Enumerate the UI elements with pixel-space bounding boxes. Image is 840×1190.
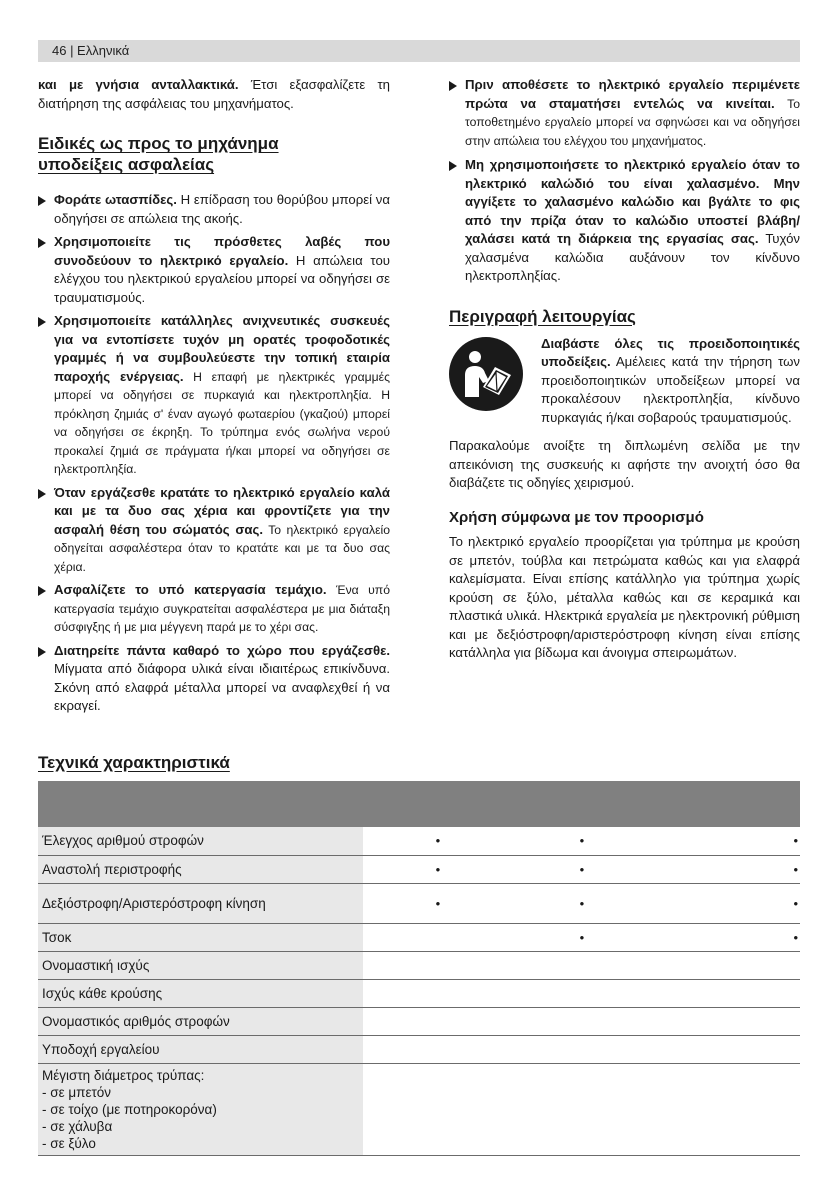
row-label-diameter: Μέγιστη διάμετρος τρύπας: - σε μπετόν - σε τοίχο (με ποτηροκορόνα) - σε χάλυβα - σε ξύλο [38,1063,363,1155]
table-row [38,827,800,855]
table-row [38,979,800,1007]
arrow-bullet-icon [449,161,457,171]
read-manual-icon [449,337,523,411]
intro-paragraph: και με γνήσια ανταλλακτικά. Έτσι εξασφαλίζετε τη διατήρηση της ασφάλειας του μηχανήματος. [38,77,390,111]
arrow-bullet-icon [38,489,46,499]
safety-item: Πριν αποθέσετε το ηλεκτρικό εργαλείο περιμένετε πρώτα να σταματήσει εντελώς να κινείται. Το τοποθετημένο εργαλείο μπορεί να σφηνώσει και να οδηγήσει στην απώλεια του ελέγχου του μηχανήματος. [449,76,800,150]
usage-text: Το ηλεκτρικό εργαλείο προορίζεται για τρύπημα με κρούση σε μπετόν, τούβλα και πετρώματα καθώς και για ελαφρά καλεμίσματα. Είναι επίσης κατάλληλο για τρύπημα χωρίς κρούση σε ξύλο, μέταλλα καθώς και σε κεραμικά και πλαστικά υλικά. Ηλεκτρικά εργαλεία με ηλεκτρονική ρύθμιση και με δεξιόστροφη/αριστερόστροφη κίνηση είναι επίσης κατάλληλα για βίδωμα και άνοιγμα σπειρωμάτων. [449,534,800,660]
usage-title: Χρήση σύμφωνα με τον προορισμό [449,508,704,526]
warning-text: Διαβάστε όλες τις προειδοποιητικές υποδείξεις. Αμέλειες κατά την τήρηση των προειδοποιητικών υποδείξεων μπορεί να προκαλέσουν ηλεκτροπληξία, κίνδυνο πυρκαγιάς ή/και σοβαρούς τραυματισμούς. [541,335,800,425]
page-header [38,40,800,62]
table-row [38,855,800,883]
table-row [38,951,800,979]
safety-item: Όταν εργάζεσθε κρατάτε το ηλεκτρικό εργαλείο καλά και με τα δυο σας χέρια και φροντίζετε για την ασφαλή θέση του σώματός σας. Το ηλεκτρικό εργαλείο οδηγείται ασφαλέστερα όταν το κρατάτε και με τα δυο σας χέρια. [38,484,390,577]
safety-section-title: Ειδικές ως προς το μηχάνημα υποδείξεις ασφαλείας [38,134,279,174]
feature-dot: • [654,923,800,951]
feature-dot: • [366,883,510,923]
row-label: Δεξιόστροφη/Αριστερόστροφη κίνηση [38,883,363,923]
right-column [449,76,800,663]
arrow-bullet-icon [38,586,46,596]
tech-specs-table [38,781,800,1156]
tech-specs-title: Τεχνικά χαρακτηριστικά [38,753,230,772]
table-row [38,1007,800,1035]
arrow-bullet-icon [38,238,46,248]
row-label: Ισχύς κάθε κρούσης [38,979,363,1007]
arrow-bullet-icon [38,196,46,206]
feature-dot: • [510,855,654,883]
table-header-row [38,781,800,827]
feature-dot: • [654,883,800,923]
arrow-bullet-icon [38,317,46,327]
table-row [38,923,800,951]
feature-dot: • [510,923,654,951]
safety-item: Διατηρείτε πάντα καθαρό το χώρο που εργάζεσθε. Μίγματα από διάφορα υλικά είναι ιδιαιτέρως επικίνδυνα. Σκόνη από ελαφρά μέταλλα μπορεί να αναφλεχθεί ή να εκραγεί. [38,642,390,716]
left-column [38,76,390,716]
row-label: Ονομαστική ισχύς [38,951,363,979]
feature-dot: • [366,827,510,855]
safety-item: Χρησιμοποιείτε κατάλληλες ανιχνευτικές συσκευές για να εντοπίσετε τυχόν μη ορατές τροφοδοτικές γραμμές ή να συμβουλεύεστε την τοπική εταιρία παροχής ενέργειας. Η επαφή με ηλεκτρικές γραμμές μπορεί να οδηγήσει σε πυρκαγιά και ηλεκτροπληξία. Η πρόκληση ζημιάς σ' έναν αγωγό φωταερίου (γκαζιού) μπορεί να οδηγήσει σε έκρηξη. Το τρύπημα ενός σωλήνα νερού προκαλεί ζημιά σε πράγματα ή/και μπορεί να οδηγήσει σε ηλεκτροπληξία. [38,312,390,479]
arrow-bullet-icon [449,81,457,91]
feature-dot: • [654,827,800,855]
row-label: Υποδοχή εργαλείου [38,1035,363,1063]
table-row [38,1063,800,1155]
arrow-bullet-icon [38,647,46,657]
row-label: Αναστολή περιστροφής [38,855,363,883]
table-row [38,883,800,923]
safety-item: Μη χρησιμοποιήσετε το ηλεκτρικό εργαλείο όταν το ηλεκτρικό καλώδιό του είναι χαλασμένο. Μην αγγίξετε το χαλασμένο καλώδιο και βγάλτε το φις από την πρίζα όταν το καλώδιο υποστεί βλάβη/χαλάσει κατά τη διάρκεια της εργασίας σας. Τυχόν χαλασμένα καλώδια αυξάνουν τον κίνδυνο ηλεκτροπληξίας. [449,156,800,286]
table-row [38,1035,800,1063]
function-section-title: Περιγραφή λειτουργίας [449,306,636,326]
feature-dot: • [654,855,800,883]
safety-item: Ασφαλίζετε το υπό κατεργασία τεμάχιο. Ένα υπό κατεργασία τεμάχιο συγκρατείται ασφαλέστερα με μια διάταξη σύσφιγξης ή με μια μέγγενη παρά με το χέρι σας. [38,581,390,637]
warning-block [449,335,800,428]
feature-dot: • [366,855,510,883]
row-label: Ονομαστικός αριθμός στροφών [38,1007,363,1035]
feature-dot [366,923,510,951]
feature-dot: • [510,883,654,923]
safety-item: Φοράτε ωτασπίδες. Η επίδραση του θορύβου μπορεί να οδηγήσει σε απώλεια της ακοής. [38,191,390,228]
page-number-label: 46 | Ελληνικά [52,43,130,58]
fold-page-text: Παρακαλούμε ανοίξτε τη διπλωμένη σελίδα με την απεικόνιση της συσκευής κι αφήστε την ανοιχτή όσο θα διαβάζετε τις οδηγίες χειρισμού. [449,438,800,490]
row-label: Τσοκ [38,923,363,951]
row-label: Έλεγχος αριθμού στροφών [38,827,363,855]
feature-dot: • [510,827,654,855]
safety-item: Χρησιμοποιείτε τις πρόσθετες λαβές που συνοδεύουν το ηλεκτρικό εργαλείο. Η απώλεια του ελέγχου του ηλεκτρικού εργαλείου μπορεί να οδηγήσει σε τραυματισμούς. [38,233,390,307]
